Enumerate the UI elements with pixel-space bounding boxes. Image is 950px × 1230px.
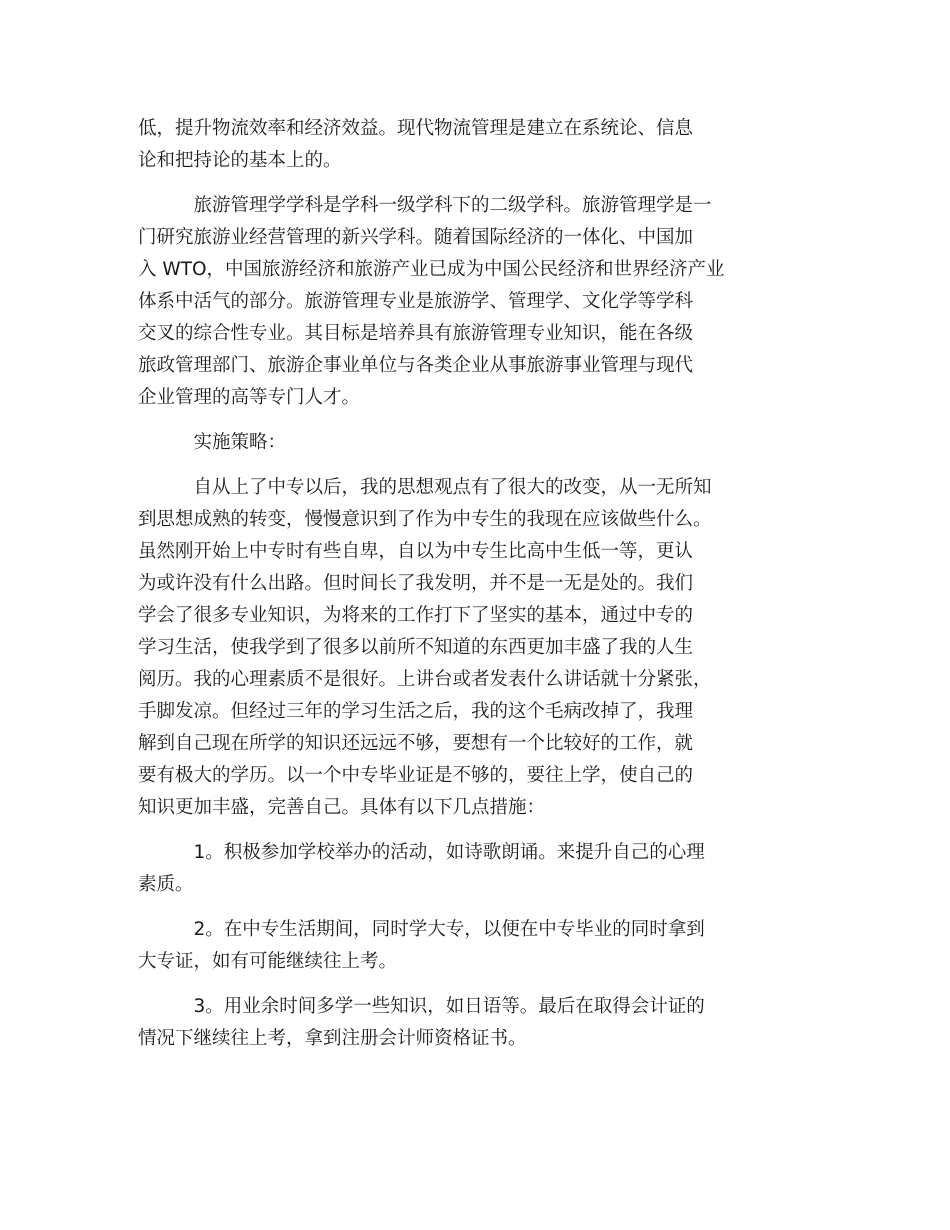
text-line: 旅游管理学学科是学科一级学科下的二级学科。旅游管理学是一 [138, 195, 712, 216]
list-item-line: 情况下继续往上考，拿到注册会计师资格证书。 [138, 1028, 527, 1049]
text-line: 体系中活气的部分。旅游管理专业是旅游学、管理学、文化学等学科 [138, 291, 694, 312]
text-line: 到思想成熟的转变，慢慢意识到了作为中专生的我现在应该做些什么。 [138, 509, 712, 530]
paragraph-measure-2 [138, 914, 798, 978]
list-item-line: 3。用业余时间多学一些知识，如日语等。最后在取得会计证的 [138, 996, 705, 1017]
text-line: 虽然刚开始上中专时有些自卑，自以为中专生比高中生低一等，更认 [138, 541, 694, 562]
text-line: 自从上了中专以后，我的思想观点有了很大的改变，从一无所知 [138, 477, 712, 498]
text-line: 学会了很多专业知识，为将来的工作打下了坚实的基本，通过中专的 [138, 605, 694, 626]
list-item-line: 素质。 [138, 874, 194, 895]
list-item-line: 大专证，如有可能继续往上考。 [138, 951, 398, 972]
paragraph-tourism-intro [138, 190, 798, 414]
list-item-line: 1。积极参加学校举办的活动，如诗歌朗诵。来提升自己的心理 [138, 842, 705, 863]
text-line: 企业管理的高等专门人才。 [138, 387, 361, 408]
paragraph-personal-reflection [138, 472, 798, 824]
paragraph-logistics-tail [138, 113, 798, 177]
text-line: 入 WTO，中国旅游经济和旅游产业已成为中国公民经济和世界经济产业 [138, 259, 725, 280]
paragraph-measure-1 [138, 837, 798, 901]
text-line: 要有极大的学历。以一个中专毕业证是不够的，要往上学，使自己的 [138, 765, 694, 786]
text-line: 交叉的综合性专业。其目标是培养具有旅游管理专业知识，能在各级 [138, 323, 694, 344]
text-line: 论和把持论的基本上的。 [138, 150, 342, 171]
text-line: 阅历。我的心理素质不是很好。上讲台或者发表什么讲话就十分紧张， [138, 669, 712, 690]
section-heading: 实施策略： [138, 432, 287, 453]
document-body [138, 113, 798, 1068]
list-item-line: 2。在中专生活期间，同时学大专，以便在中专毕业的同时拿到 [138, 919, 705, 940]
text-line: 低，提升物流效率和经济效益。现代物流管理是建立在系统论、信息 [138, 118, 694, 139]
text-line: 门研究旅游业经营管理的新兴学科。随着国际经济的一体化、中国加 [138, 227, 694, 248]
text-line: 旅政管理部门、旅游企事业单位与各类企业从事旅游事业管理与现代 [138, 355, 694, 376]
text-line: 解到自己现在所学的知识还远远不够，要想有一个比较好的工作，就 [138, 733, 694, 754]
paragraph-measure-3 [138, 991, 798, 1055]
text-line: 为或许没有什么出路。但时间长了我发明，并不是一无是处的。我们 [138, 573, 694, 594]
paragraph-strategy-heading [138, 427, 798, 459]
text-line: 知识更加丰盛，完善自己。具体有以下几点措施： [138, 797, 546, 818]
text-line: 手脚发凉。但经过三年的学习生活之后，我的这个毛病改掉了，我理 [138, 701, 694, 722]
text-line: 学习生活，使我学到了很多以前所不知道的东西更加丰盛了我的人生 [138, 637, 694, 658]
